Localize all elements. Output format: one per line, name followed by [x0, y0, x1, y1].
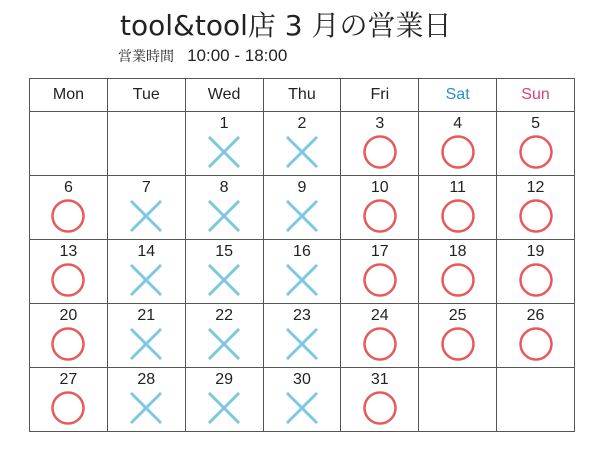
day-cell: [185, 368, 263, 432]
day-cell: [185, 112, 263, 176]
day-number: 15: [215, 243, 233, 260]
day-number: 18: [448, 243, 467, 260]
week-row: [30, 112, 575, 176]
open-circle-icon: [440, 262, 476, 298]
closed-cross-icon: [206, 262, 242, 298]
closed-cross-icon: [128, 198, 164, 234]
business-hours-label: 営業時間: [118, 49, 174, 65]
day-cell: [497, 176, 575, 240]
day-number: 19: [526, 243, 545, 260]
day-cell: [419, 176, 497, 240]
day-number: 7: [141, 179, 151, 196]
day-cell: [30, 304, 108, 368]
day-number: 20: [59, 307, 78, 324]
day-number: 23: [293, 307, 311, 324]
day-number: 9: [297, 179, 307, 196]
day-cell: [185, 304, 263, 368]
closed-cross-icon: [284, 134, 320, 170]
closed-cross-icon: [206, 326, 242, 362]
day-number: 24: [370, 307, 389, 324]
day-number: 17: [370, 243, 389, 260]
day-number: 3: [375, 115, 385, 132]
day-number: 16: [293, 243, 311, 260]
open-circle-icon: [440, 326, 476, 362]
month-calendar: [29, 78, 575, 430]
open-circle-icon: [362, 390, 398, 426]
day-number: 31: [370, 371, 389, 388]
day-cell: [263, 112, 341, 176]
weekday-sat: Sat: [419, 79, 497, 112]
day-cell: [30, 176, 108, 240]
day-cell: [185, 240, 263, 304]
open-circle-icon: [362, 198, 398, 234]
week-row: [30, 176, 575, 240]
day-cell: [341, 240, 419, 304]
empty-day-cell: [419, 368, 497, 432]
day-number: 21: [137, 307, 156, 324]
business-hours-value: 10:00 - 18:00: [187, 46, 288, 65]
day-cell: [497, 240, 575, 304]
closed-cross-icon: [206, 390, 242, 426]
weekday-wed: Wed: [185, 79, 263, 112]
open-circle-icon: [440, 134, 476, 170]
day-cell: [341, 176, 419, 240]
open-circle-icon: [518, 326, 554, 362]
day-number: 26: [526, 307, 545, 324]
weekday-fri: Fri: [341, 79, 419, 112]
day-cell: [107, 240, 185, 304]
day-number: 4: [453, 115, 463, 132]
day-cell: [263, 240, 341, 304]
week-row: [30, 368, 575, 432]
day-cell: [107, 176, 185, 240]
weekday-tue: Tue: [107, 79, 185, 112]
weekday-thu: Thu: [263, 79, 341, 112]
day-cell: [263, 304, 341, 368]
empty-day-cell: [107, 112, 185, 176]
day-cell: [419, 304, 497, 368]
day-number: 22: [215, 307, 233, 324]
day-cell: [185, 176, 263, 240]
weekday-header-row: [30, 79, 575, 112]
day-cell: [341, 304, 419, 368]
weekday-mon: Mon: [30, 79, 108, 112]
day-cell: [30, 240, 108, 304]
day-number: 8: [219, 179, 229, 196]
open-circle-icon: [362, 326, 398, 362]
day-number: 13: [59, 243, 78, 260]
day-number: 29: [215, 371, 233, 388]
day-number: 6: [63, 179, 73, 196]
closed-cross-icon: [284, 326, 320, 362]
open-circle-icon: [362, 134, 398, 170]
closed-cross-icon: [128, 390, 164, 426]
day-cell: [419, 112, 497, 176]
day-number: 12: [526, 179, 545, 196]
day-cell: [107, 304, 185, 368]
open-circle-icon: [50, 262, 86, 298]
day-cell: [263, 176, 341, 240]
open-circle-icon: [50, 198, 86, 234]
calendar-title: tool&tool店 3 月の営業日: [120, 9, 452, 42]
closed-cross-icon: [284, 198, 320, 234]
week-row: [30, 240, 575, 304]
open-circle-icon: [440, 198, 476, 234]
day-cell: [263, 368, 341, 432]
day-number: 14: [137, 243, 156, 260]
closed-cross-icon: [206, 134, 242, 170]
closed-cross-icon: [128, 262, 164, 298]
day-number: 11: [449, 179, 466, 196]
open-circle-icon: [518, 134, 554, 170]
open-circle-icon: [50, 326, 86, 362]
closed-cross-icon: [206, 198, 242, 234]
week-row: [30, 304, 575, 368]
day-number: 10: [370, 179, 389, 196]
open-circle-icon: [362, 262, 398, 298]
open-circle-icon: [518, 262, 554, 298]
weekday-sun: Sun: [497, 79, 575, 112]
open-circle-icon: [518, 198, 554, 234]
closed-cross-icon: [284, 262, 320, 298]
empty-day-cell: [497, 368, 575, 432]
day-number: 5: [531, 115, 540, 132]
calendar-grid: [29, 78, 575, 432]
empty-day-cell: [30, 112, 108, 176]
day-cell: [107, 368, 185, 432]
day-cell: [341, 112, 419, 176]
day-cell: [497, 112, 575, 176]
open-circle-icon: [50, 390, 86, 426]
day-cell: [497, 304, 575, 368]
day-cell: [419, 240, 497, 304]
day-cell: [341, 368, 419, 432]
business-hours: [118, 44, 287, 68]
day-number: 30: [293, 371, 311, 388]
day-number: 25: [448, 307, 467, 324]
day-cell: [30, 368, 108, 432]
day-number: 28: [137, 371, 156, 388]
closed-cross-icon: [128, 326, 164, 362]
closed-cross-icon: [284, 390, 320, 426]
day-number: 1: [219, 115, 229, 132]
day-number: 2: [297, 115, 307, 132]
day-number: 27: [59, 371, 78, 388]
